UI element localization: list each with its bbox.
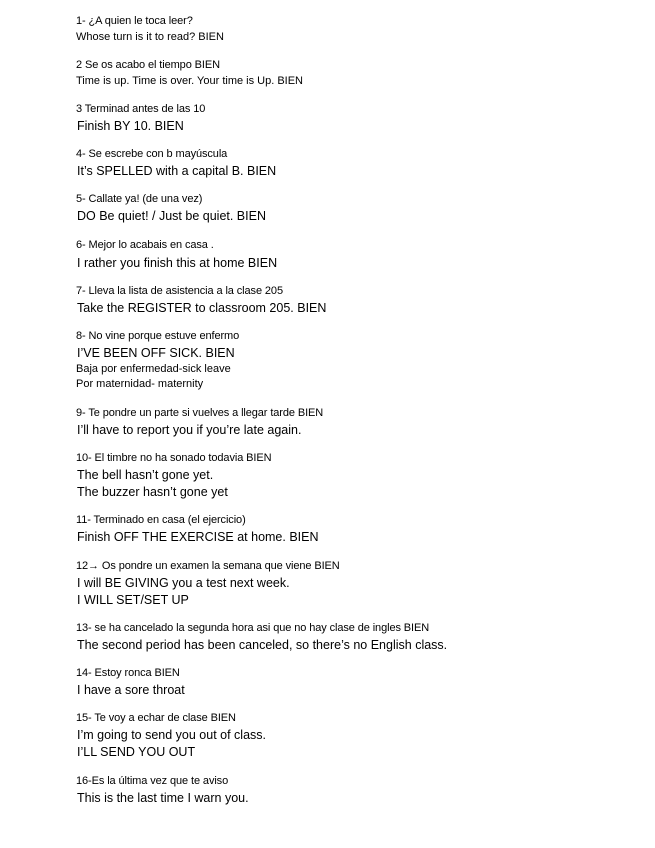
item-10-english-2: The buzzer hasn’t gone yet — [77, 485, 228, 499]
item-6-english: I rather you finish this at home BIEN — [77, 256, 278, 270]
item-16-spanish: 16-Es la última vez que te aviso — [76, 775, 229, 787]
item-7-english: Take the REGISTER to classroom 205. BIEN — [77, 301, 327, 315]
item-14-spanish: 14- Estoy ronca BIEN — [76, 667, 180, 679]
item-10-english-1: The bell hasn’t gone yet. — [77, 468, 214, 482]
item-2-english: Time is up. Time is over. Your time is Up. BIEN — [76, 75, 304, 87]
item-15-english-2: I’LL SEND YOU OUT — [77, 745, 196, 759]
item-12-english-1: I will BE GIVING you a test next week. — [77, 576, 290, 590]
item-8-spanish: 8- No vine porque estuve enfermo — [76, 330, 240, 342]
item-10-spanish: 10- El timbre no ha sonado todavia BIEN — [76, 452, 272, 464]
item-9-spanish: 9- Te pondre un parte si vuelves a llegar tarde BIEN — [76, 407, 324, 419]
item-6-spanish: 6- Mejor lo acabais en casa . — [76, 239, 214, 251]
item-4-english: It’s SPELLED with a capital B. BIEN — [77, 164, 277, 178]
item-1-english: Whose turn is it to read? BIEN — [76, 31, 224, 43]
item-3-spanish: 3 Terminad antes de las 10 — [76, 103, 206, 115]
item-5-spanish: 5- Callate ya! (de una vez) — [76, 193, 203, 205]
item-5-english: DO Be quiet! / Just be quiet. BIEN — [77, 209, 266, 223]
item-15-spanish: 15- Te voy a echar de clase BIEN — [76, 712, 236, 724]
item-15-english-1: I’m going to send you out of class. — [77, 728, 266, 742]
item-8-english: I’VE BEEN OFF SICK. BIEN — [77, 346, 235, 360]
item-8-note-1: Baja por enfermedad-sick leave — [76, 363, 231, 375]
item-3-english: Finish BY 10. BIEN — [77, 119, 184, 133]
item-11-spanish: 11- Terminado en casa (el ejercicio) — [76, 514, 246, 526]
item-2-spanish: 2 Se os acabo el tiempo BIEN — [76, 59, 220, 71]
item-11-english: Finish OFF THE EXERCISE at home. BIEN — [77, 530, 319, 544]
item-14-english: I have a sore throat — [77, 683, 185, 697]
item-7-spanish: 7- Lleva la lista de asistencia a la clase 205 — [76, 285, 283, 297]
item-9-english: I’ll have to report you if you’re late again. — [77, 423, 302, 437]
item-8-note-2: Por maternidad- maternity — [76, 378, 204, 390]
item-1-spanish: 1- ¿A quien le toca leer? — [76, 15, 193, 27]
item-13-spanish: 13- se ha cancelado la segunda hora asi que no hay clase de ingles BIEN — [76, 622, 430, 634]
item-12-english-2: I WILL SET/SET UP — [77, 593, 189, 607]
item-16-english: This is the last time I warn you. — [77, 791, 249, 805]
item-13-english: The second period has been canceled, so there’s no English class. — [77, 638, 448, 652]
item-12-spanish: 12→ Os pondre un examen la semana que viene BIEN — [76, 560, 340, 572]
item-4-spanish: 4- Se escrebe con b mayúscula — [76, 148, 228, 160]
